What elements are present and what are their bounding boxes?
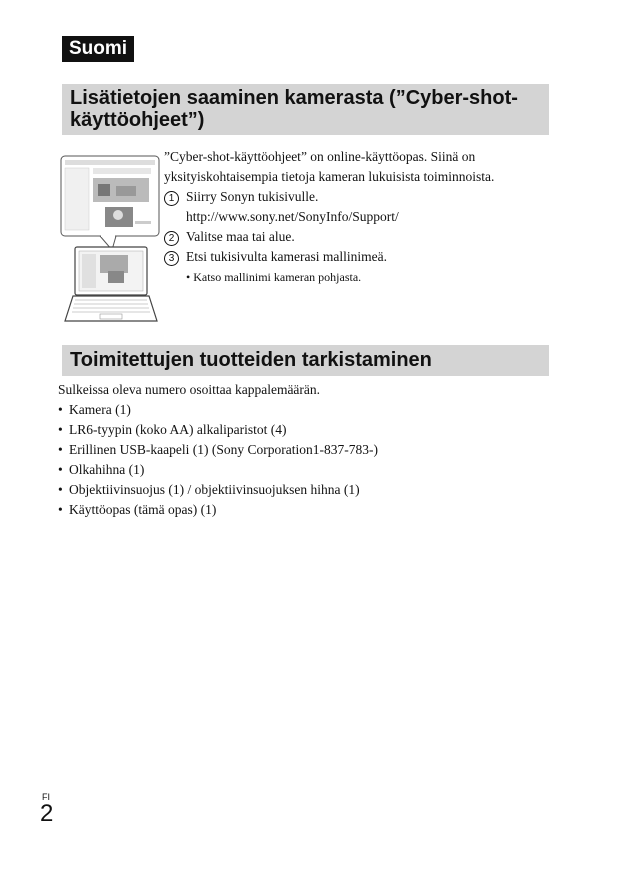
step-2 [164, 227, 556, 247]
step-number: 2 [164, 231, 179, 246]
laptop-website-illustration [60, 155, 160, 325]
step-text: Valitse maa tai alue. [186, 229, 295, 244]
support-url: http://www.sony.net/SonyInfo/Support/ [186, 209, 399, 224]
supplied-items [58, 380, 558, 520]
step-number: 3 [164, 251, 179, 266]
model-name-note-text: Katso mallinimi kameran pohjasta. [193, 270, 362, 284]
list-item: • Objektiivinsuojus (1) / objektiivinsuojuksen hihna (1) [58, 480, 558, 500]
list-item: • Käyttöopas (tämä opas) (1) [58, 500, 558, 520]
step-3 [164, 247, 556, 267]
supplied-items-list [58, 400, 558, 520]
language-tab: Suomi [62, 36, 134, 62]
footer-language-code: FI [42, 792, 50, 802]
section-title-check-items: Toimitettujen tuotteiden tarkistaminen [62, 345, 549, 376]
list-item: • LR6-tyypin (koko AA) alkaliparistot (4) [58, 420, 558, 440]
more-info-intro: ”Cyber-shot-käyttöohjeet” on online-käyttöopas. Siinä on yksityiskohtaisempia tietoja kameran lukuisista toiminnoista. [164, 149, 495, 184]
list-item: • Kamera (1) [58, 400, 558, 420]
list-item: • Olkahihna (1) [58, 460, 558, 480]
supplied-items-intro: Sulkeissa oleva numero osoittaa kappalemäärän. [58, 382, 321, 397]
list-item: • Erillinen USB-kaapeli (1) (Sony Corporation1-837-783-) [58, 440, 558, 460]
model-name-note: • Katso mallinimi kameran pohjasta. [186, 270, 362, 284]
step-text: Etsi tukisivulta kamerasi mallinimeä. [186, 249, 387, 264]
page-number: 2 [40, 800, 54, 827]
step-1 [164, 187, 556, 207]
section-title-more-info: Lisätietojen saaminen kamerasta (”Cyber-shot-käyttöohjeet”) [62, 84, 549, 135]
more-info-body [164, 147, 556, 287]
step-number: 1 [164, 191, 179, 206]
step-text: Siirry Sonyn tukisivulle. [186, 189, 319, 204]
